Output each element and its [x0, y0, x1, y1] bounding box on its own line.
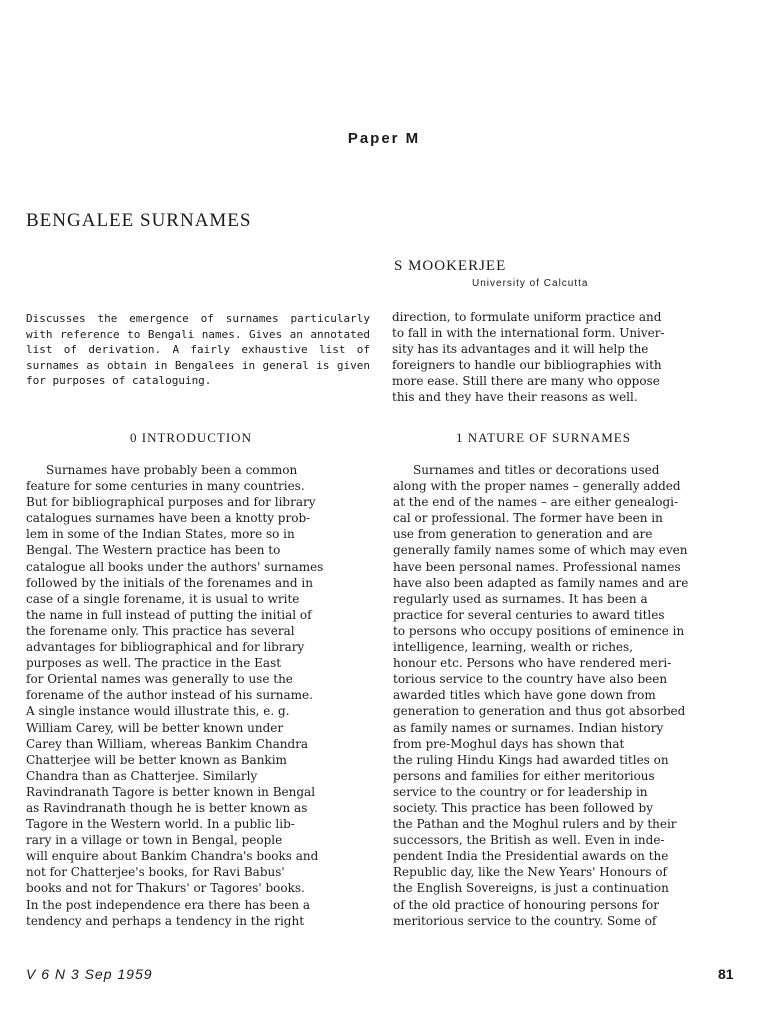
text-line: feature for some centuries in many countries.: [26, 479, 305, 494]
text-line: this and they have their reasons as well.: [392, 390, 638, 405]
text-line: not for Chatterjee's books, for Ravi Babus': [26, 865, 285, 880]
text-line: But for bibliographical purposes and for library: [26, 495, 316, 510]
text-line: of the old practice of honouring persons for: [393, 897, 660, 912]
text-line: tendency and perhaps a tendency in the right: [26, 913, 305, 928]
text-line: from pre-Moghul days has shown that: [393, 736, 625, 751]
page-number: 81: [718, 966, 734, 982]
text-line: catalogues surnames have been a knotty prob-: [26, 511, 311, 526]
text-line: forename of the author instead of his surname.: [26, 688, 313, 703]
text-line: case of a single forename, it is usual to write: [26, 591, 300, 606]
text-line: sity has its advantages and it will help the: [392, 342, 649, 357]
section-heading-introduction: 0 INTRODUCTION: [130, 430, 252, 445]
text-line: practice for several centuries to award titles: [393, 607, 665, 622]
text-line: honour etc. Persons who have rendered meri-: [393, 656, 672, 671]
text-line: successors, the British as well. Even in inde-: [393, 833, 665, 848]
text-line: A single instance would illustrate this, e. g.: [26, 704, 290, 719]
text-line: Surnames have probably been a common: [46, 463, 298, 477]
text-line: Ravindranath Tagore is better known in Bengal: [26, 784, 316, 799]
text-line: books and not for Thakurs' or Tagores' books.: [26, 881, 305, 896]
article-title: BENGALEE SURNAMES: [26, 210, 252, 231]
text-line: intelligence, learning, wealth or riches,: [393, 640, 634, 655]
text-line: Surnames and titles or decorations used: [413, 463, 660, 477]
text-line: William Carey, will be better known under: [26, 720, 284, 735]
text-line: Carey than William, whereas Bankim Chandra: [26, 736, 309, 751]
text-line: advantages for bibliographical and for library: [26, 640, 305, 655]
text-line: more ease. Still there are many who oppose: [392, 374, 660, 389]
text-line: pendent India the Presidential awards on the: [393, 849, 669, 864]
text-line: followed by the initials of the forenames and in: [26, 575, 313, 590]
text-line: foreigners to handle our bibliographies with: [392, 358, 662, 373]
author-affiliation: University of Calcutta: [472, 278, 589, 289]
text-line: catalogue all books under the authors' surnames: [26, 559, 324, 574]
text-line: the Pathan and the Moghul rulers and by their: [393, 817, 677, 832]
text-line: to persons who occupy positions of eminence in: [393, 623, 685, 638]
nature-body: [393, 462, 743, 929]
section-heading-nature: 1 NATURE OF SURNAMES: [456, 430, 631, 445]
text-line: Republic day, like the New Years' Honours of: [393, 865, 667, 880]
text-line: cal or professional. The former have been in: [393, 511, 663, 526]
text-line: generation to generation and thus got absorbed: [393, 704, 686, 719]
text-line: Bengal. The Western practice has been to: [26, 543, 281, 558]
introduction-body: [26, 462, 376, 929]
text-line: as Ravindranath though he is better known as: [26, 800, 308, 815]
paper-label: Paper M: [347, 130, 421, 147]
text-line: for Oriental names was generally to use the: [26, 672, 293, 687]
abstract: Discusses the emergence of surnames particularly with reference to Bengali names. Gives an annotated list of derivation. A fairly exhaustive list of surnames as obtain in Bengalees in general is given for purposes of cataloguing.: [26, 312, 370, 387]
text-line: generally family names some of which may even: [393, 543, 688, 558]
text-line: to fall in with the international form. Univer-: [392, 326, 665, 341]
text-line: the English Sovereigns, is just a continuation: [393, 881, 669, 896]
text-line: the ruling Hindu Kings had awarded titles on: [393, 752, 669, 767]
text-line: use from generation to generation and are: [393, 527, 653, 542]
text-line: awarded titles which have gone down from: [393, 688, 656, 703]
text-line: have been personal names. Professional names: [393, 559, 681, 574]
text-line: persons and families for either meritorious: [393, 768, 655, 783]
author-name: S MOOKERJEE: [394, 258, 507, 274]
text-line: torious service to the country have also been: [393, 672, 668, 687]
text-line: the name in full instead of putting the initial of: [26, 607, 312, 622]
text-line: direction, to formulate uniform practice and: [392, 310, 662, 324]
text-line: Chatterjee will be better known as Bankim: [26, 752, 287, 767]
text-line: In the post independence era there has been a: [26, 897, 311, 912]
right-intro-text: [392, 309, 742, 406]
text-line: at the end of the names – are either genealogi-: [393, 495, 679, 510]
text-line: the forename only. This practice has several: [26, 623, 295, 638]
text-line: Chandra than as Chatterjee. Similarly: [26, 768, 258, 783]
text-line: purposes as well. The practice in the East: [26, 656, 282, 671]
text-line: along with the proper names – generally added: [393, 479, 681, 494]
text-line: have also been adapted as family names and are: [393, 575, 689, 590]
text-line: will enquire about Bankim Chandra's books and: [26, 849, 319, 864]
text-line: service to the country or for leadership in: [393, 784, 648, 799]
text-line: meritorious service to the country. Some of: [393, 913, 657, 928]
text-line: as family names or surnames. Indian history: [393, 720, 664, 735]
text-line: society. This practice has been followed by: [393, 800, 653, 815]
text-line: lem in some of the Indian States, more so in: [26, 527, 295, 542]
text-line: Tagore in the Western world. In a public lib-: [26, 817, 295, 832]
text-line: regularly used as surnames. It has been a: [393, 591, 648, 606]
issue-info: V 6 N 3 Sep 1959: [26, 966, 153, 982]
text-line: rary in a village or town in Bengal, people: [26, 833, 283, 848]
